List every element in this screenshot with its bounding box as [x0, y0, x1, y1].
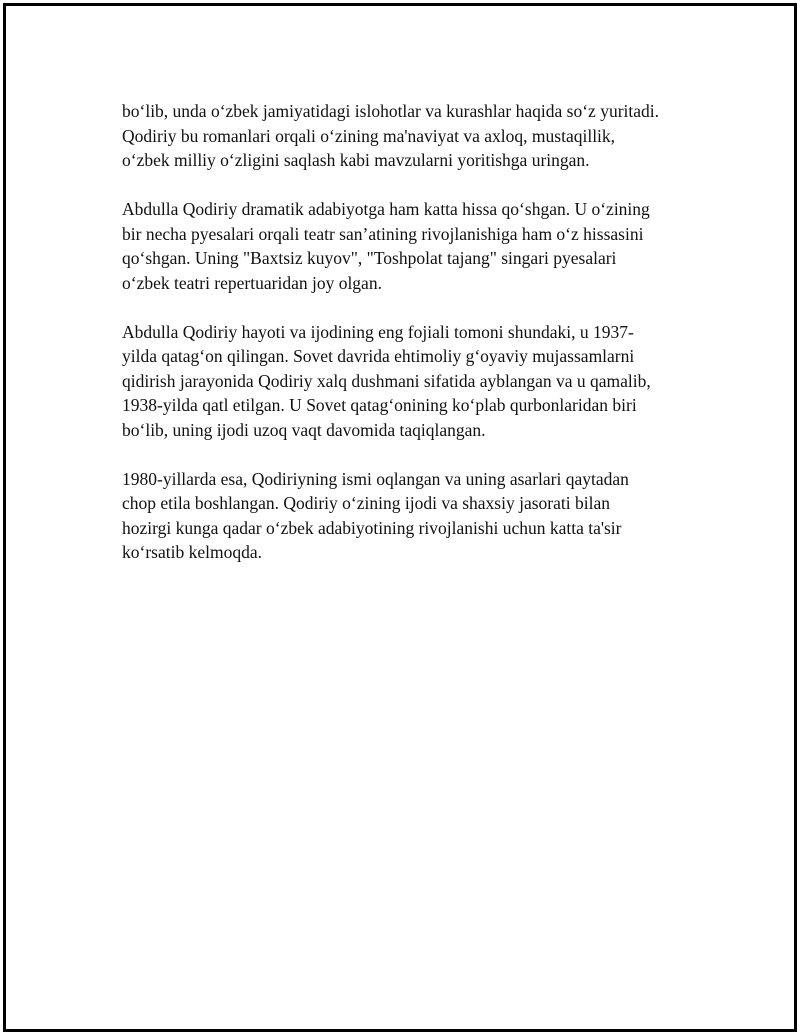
text-line: Abdulla Qodiriy hayoti va ijodining eng fojiali tomoni shundaki, u 1937- [122, 321, 634, 342]
text-line: qidirish jarayonida Qodiriy xalq dushmani sifatida ayblangan va u qamalib, [122, 370, 651, 391]
paragraph-2 [122, 197, 702, 295]
text-line: qo‘shgan. Uning "Baxtsiz kuyov", "Toshpolat tajang" singari pyesalari [122, 248, 617, 268]
text-line: bir necha pyesalari orqali teatr san’atining rivojlanishiga ham o‘z hissasini [122, 223, 644, 244]
text-line: chop etila boshlangan. Qodiriy o‘zining ijodi va shaxsiy jasorati bilan [122, 493, 610, 513]
text-line: hozirgi kunga qadar o‘zbek adabiyotining rivojlanishi uchun katta ta'sir [122, 517, 622, 538]
text-line: 1938-yilda qatl etilgan. U Sovet qatag‘onining ko‘plab qurbonlaridan biri [122, 395, 637, 415]
text-line: Qodiriy bu romanlari orqali o‘zining ma'naviyat va axloq, mustaqillik, [122, 125, 616, 146]
paragraph-4 [122, 467, 702, 565]
text-line: yilda qatag‘on qilingan. Sovet davrida ehtimoliy g‘oyaviy mujassamlarni [122, 346, 635, 366]
text-line: bo‘lib, uning ijodi uzoq vaqt davomida taqiqlangan. [122, 419, 486, 440]
text-line: Abdulla Qodiriy dramatik adabiyotga ham katta hissa qo‘shgan. U o‘zining [122, 199, 650, 219]
text-line: o‘zbek teatri repertuaridan joy olgan. [122, 272, 382, 293]
text-line: bo‘lib, unda o‘zbek jamiyatidagi islohotlar va kurashlar haqida so‘z yuritadi. [122, 101, 659, 121]
text-line: ko‘rsatib kelmoqda. [122, 542, 262, 562]
text-line: o‘zbek milliy o‘zligini saqlash kabi mavzularni yoritishga uringan. [122, 150, 590, 170]
document-body [122, 99, 702, 589]
page-frame [3, 3, 797, 1032]
paragraph-1 [122, 99, 702, 173]
paragraph-3 [122, 320, 702, 443]
text-line: 1980-yillarda esa, Qodiriyning ismi oqlangan va uning asarlari qaytadan [122, 468, 629, 489]
